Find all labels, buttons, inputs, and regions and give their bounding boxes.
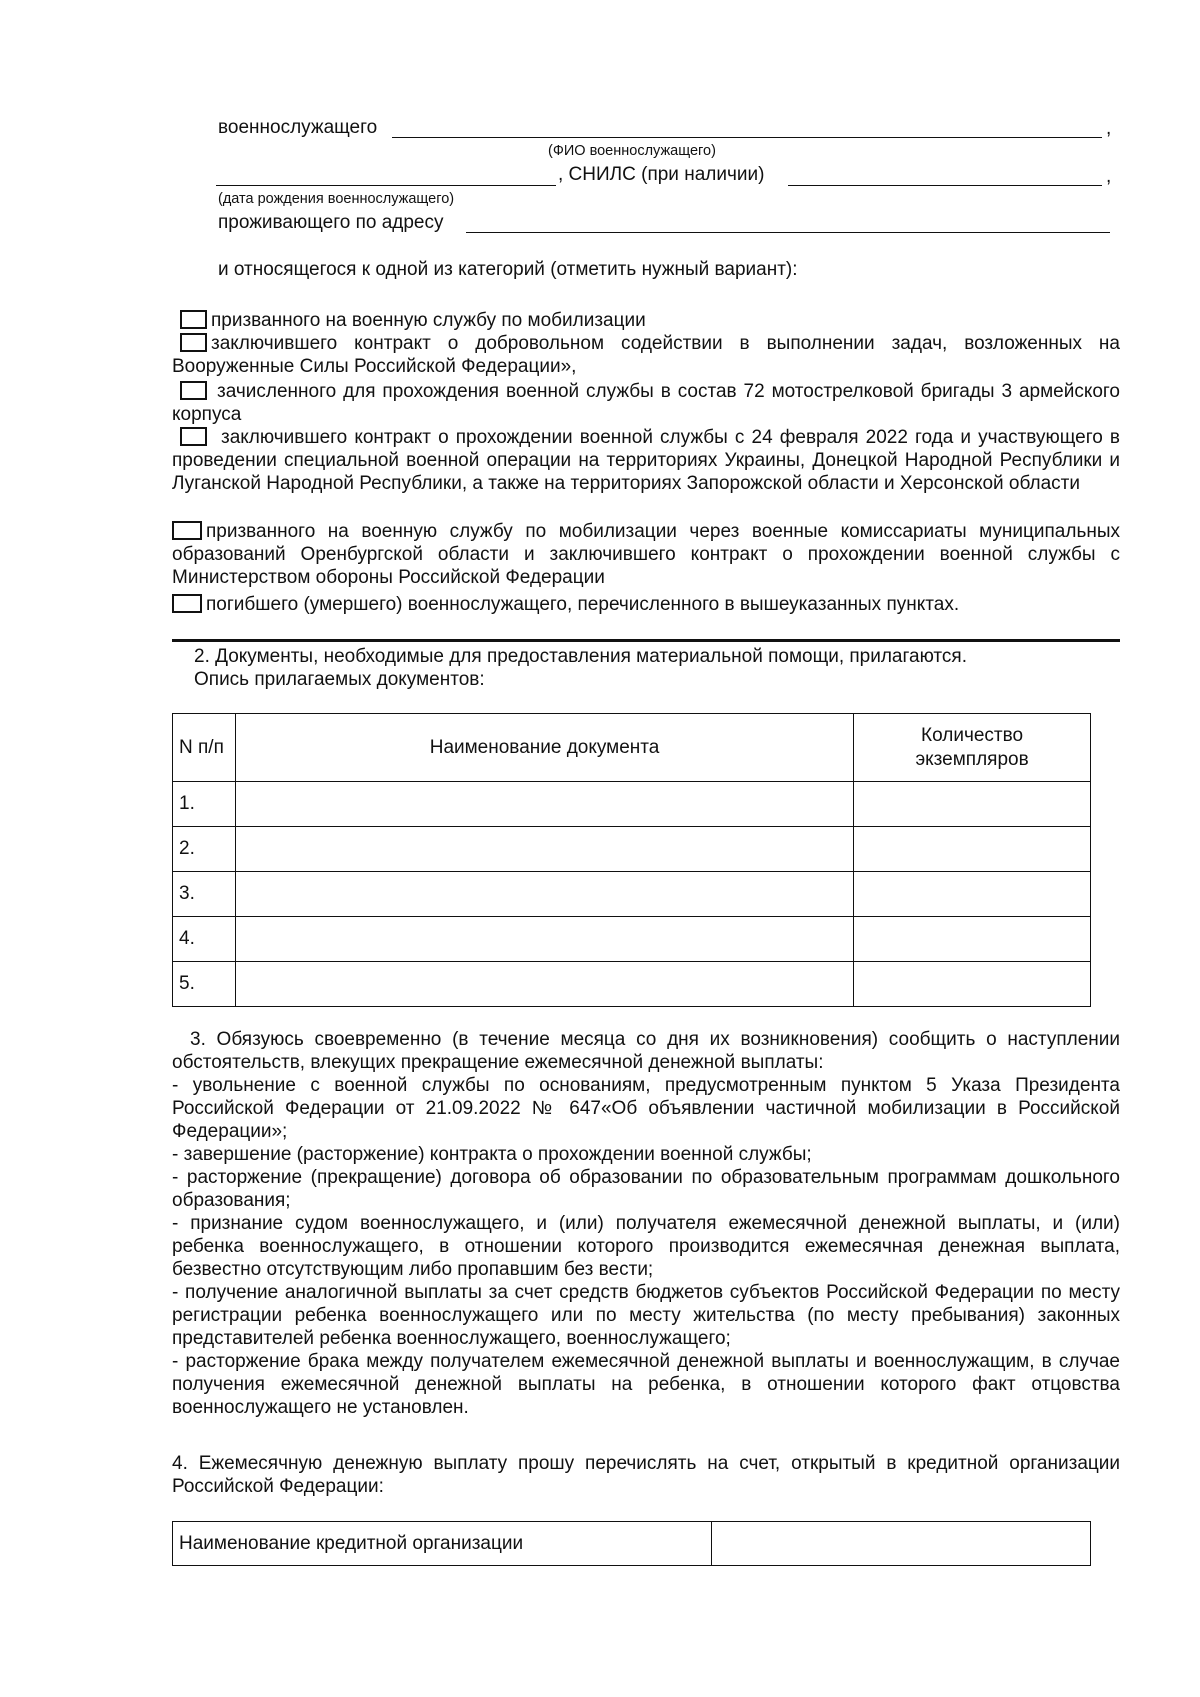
serviceman-label: военнослужащего [218, 117, 378, 138]
option-text: заключившего контракт о прохождении военной службы с 24 февраля 2022 года и участвующего в проведении специальной военной операции на территориях Украины, Донецкой Народной Республики и Луганской Народной Республики, а также на территориях Запорожской области и Херсонской области [172, 427, 1120, 494]
checkbox[interactable] [172, 594, 202, 613]
document-qty-cell[interactable] [854, 872, 1091, 917]
document-qty-cell[interactable] [854, 917, 1091, 962]
fio-comma: , [1106, 118, 1112, 139]
option-text: погибшего (умершего) военнослужащего, перечисленного в вышеуказанных пунктах. [206, 594, 960, 615]
col-name-header: Наименование документа [235, 714, 853, 782]
option-text: заключившего контракт о добровольном содействии в выполнении задач, возложенных на Вооруженные Силы Российской Федерации», [172, 333, 1120, 377]
checkbox[interactable] [180, 333, 207, 352]
section3-item: - расторжение брака между получателем ежемесячной денежной выплаты и военнослужащим, в случае получения ежемесячной денежной выплаты на ребенка, в отношении которого факт отцовства военнослужащего не установлен. [172, 1351, 1120, 1418]
row-number: 4. [173, 917, 236, 962]
category-option [172, 593, 1120, 616]
section2-text: 2. Документы, необходимые для предоставления материальной помощи, прилагаются. [194, 646, 967, 667]
section2-subtext: Опись прилагаемых документов: [194, 669, 485, 690]
snils-field[interactable] [788, 185, 1102, 186]
section-divider [172, 639, 1120, 642]
document-name-cell[interactable] [235, 827, 853, 872]
col-qty-header-line2: экземпляров [915, 748, 1029, 770]
snils-comma: , [1106, 166, 1112, 187]
table-header-row [173, 714, 1091, 782]
address-label: проживающего по адресу [218, 212, 444, 233]
bank-table [172, 1521, 1091, 1566]
section3-item: - расторжение (прекращение) договора об образовании по образовательным программам дошкольного образования; [172, 1167, 1120, 1211]
bank-label: Наименование кредитной организации [173, 1522, 712, 1566]
col-num-header: N п/п [173, 714, 236, 782]
fio-field[interactable] [392, 137, 1102, 138]
section3-item: - признание судом военнослужащего, и (или) получателя ежемесячной денежной выплаты, и (или) ребенка военнослужащего, в отношении которого производится ежемесячная денежная выплата, безвестно отсутствующим либо пропавшим без вести; [172, 1213, 1120, 1280]
category-option [180, 309, 1120, 332]
checkbox[interactable] [180, 381, 207, 400]
checkbox[interactable] [172, 521, 202, 540]
row-number: 3. [173, 872, 236, 917]
table-row [173, 962, 1091, 1007]
document-name-cell[interactable] [235, 917, 853, 962]
category-option [172, 520, 1120, 589]
category-option [172, 380, 1120, 426]
table-row [173, 782, 1091, 827]
table-row [173, 917, 1091, 962]
section3-item: - завершение (расторжение) контракта о прохождении военной службы; [172, 1144, 812, 1165]
row-number: 5. [173, 962, 236, 1007]
fio-hint: (ФИО военнослужащего) [548, 143, 716, 159]
option-text: зачисленного для прохождения военной службы в состав 72 мотострелковой бригады 3 армейского корпуса [172, 381, 1120, 425]
section4-text: 4. Ежемесячную денежную выплату прошу перечислять на счет, открытый в кредитной организации Российской Федерации: [172, 1453, 1120, 1497]
bank-name-input[interactable] [712, 1522, 1091, 1566]
birth-date-field[interactable] [216, 185, 556, 186]
document-qty-cell[interactable] [854, 827, 1091, 872]
documents-table [172, 713, 1091, 1007]
birth-date-hint: (дата рождения военнослужащего) [218, 191, 455, 207]
document-name-cell[interactable] [235, 872, 853, 917]
section3-block [172, 1028, 1120, 1419]
bank-row [173, 1522, 1091, 1566]
table-row [173, 872, 1091, 917]
col-qty-header [854, 714, 1091, 782]
row-number: 2. [173, 827, 236, 872]
checkbox[interactable] [180, 427, 207, 446]
category-option [172, 426, 1120, 495]
category-option [172, 332, 1120, 378]
checkbox[interactable] [180, 310, 207, 329]
document-name-cell[interactable] [235, 962, 853, 1007]
document-qty-cell[interactable] [854, 962, 1091, 1007]
section3-item: - получение аналогичной выплаты за счет средств бюджетов субъектов Российской Федерации по месту регистрации ребенка военнослужащего или по месту жительства (по месту пребывания) законных представителей ребенка военнослужащего, военнослужащего; [172, 1282, 1120, 1349]
document-qty-cell[interactable] [854, 782, 1091, 827]
table-row [173, 827, 1091, 872]
option-text: призванного на военную службу по мобилизации через военные комиссариаты муниципальных образований Оренбургской области и заключившего контракт о прохождении военной службы с Министерством обороны Российской Федерации [172, 521, 1120, 588]
option-text: призванного на военную службу по мобилизации [211, 310, 646, 331]
snils-label: , СНИЛС (при наличии) [558, 164, 765, 185]
document-name-cell[interactable] [235, 782, 853, 827]
section3-item: - увольнение с военной службы по основаниям, предусмотренным пунктом 5 Указа Президента Российской Федерации от 21.09.2022 № 647«Об объявлении частичной мобилизации в Российской Федерации»; [172, 1075, 1120, 1142]
col-qty-header-line1: Количество [921, 724, 1024, 746]
categories-intro: и относящегося к одной из категорий (отметить нужный вариант): [218, 259, 798, 280]
section3-intro: 3. Обязуюсь своевременно (в течение месяца со дня их возникновения) сообщить о наступлении обстоятельств, влекущих прекращение ежемесячной денежной выплаты: [172, 1029, 1120, 1073]
row-number: 1. [173, 782, 236, 827]
address-field[interactable] [466, 232, 1110, 233]
